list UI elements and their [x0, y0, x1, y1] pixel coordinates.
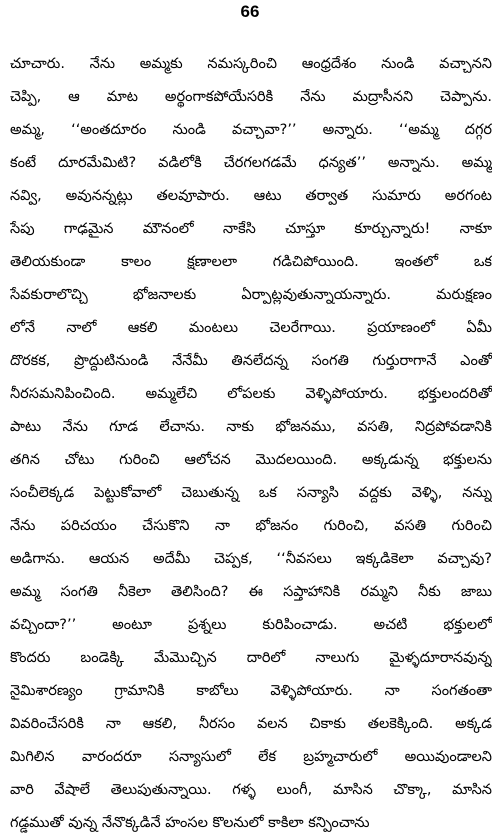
text-line: నవ్వి, అవునన్నట్లు తలవూపారు. ఆటు తర్వాత సుమారు అరగంట [10, 188, 492, 204]
text-line: చెప్పి, ఆ మాట అర్థంగాకపోయేసరికి నేను మద్రాసీనని చెప్పాను. [10, 89, 492, 105]
text-line: పాటు నేను గూడ లేచాను. నాకు భోజనము, వసతి, నిద్రపోవడానికి [10, 419, 492, 435]
text-line: కొందరు బండెక్కి మేమొచ్చిన దారిలో నాలుగు మైళ్ళదూరానవున్న [10, 650, 492, 666]
text-line: నేను పరిచయం చేసుకొని నా భోజనం గురించి, వసతి గురించి [10, 518, 492, 534]
text-line: లోనే నాలో ఆకలి మంటలు చెలరేగాయి. ప్రయాణంలో ఏమీ [10, 320, 492, 336]
text-line: వారి వేషాలే తెలుపుతున్నాయి. గళ్ళ లుంగీ, మాసిన చొక్కా, మాసిన [10, 782, 492, 798]
text-line: దొరకక, ప్రొద్దుటినుండి నేనేమీ తినలేదన్న సంగతి గుర్తురాగానే ఎంతో [10, 353, 492, 369]
text-line: చూచారు. నేను అమ్మకు నమస్కరించి ఆంధ్రదేశం నుండి వచ్చానని [10, 56, 492, 72]
text-line: సంచీలెక్కడ పెట్టుకోవాలో చెబుతున్న ఒక సన్యాసి వద్దకు వెళ్ళి, నన్ను [10, 485, 492, 501]
text-line: అమ్మ, ‘‘అంతదూరం నుండి వచ్చావా?’’ అన్నారు. ‘‘అమ్మ దగ్గర [10, 122, 492, 138]
text-line: మిగిలిన వారందరూ సన్యాసులో లేక బ్రహ్మచారులో అయివుండాలని [10, 749, 492, 765]
text-line: వచ్చిందా?’’ అంటూ ప్రశ్నలు కురిపించాడు. అచటి భక్తులలో [10, 617, 492, 633]
text-line: తెలియకుండా కాలం క్షణాలలా గడిచిపోయింది. ఇంతలో ఒక [10, 254, 492, 270]
text-line: గడ్డముతో వున్న నేనొక్కడినే హంసల కొలనులో కాకిలా కన్పించాను [10, 815, 370, 831]
text-line: సేవకురాలొచ్చి భోజనాలకు ఏర్పాట్లవుతున్నాయన్నారు. మరుక్షణం [10, 287, 492, 303]
text-line: వివరించేసరికి నా ఆకలి, నీరసం వలన చికాకు తలకెక్కింది. అక్కడ [10, 716, 492, 732]
text-line: నీరసమనిపించింది. అమ్మలేచి లోపలకు వెళ్ళిపోయారు. భక్తులందరితో [10, 386, 492, 402]
text-line: అమ్మ సంగతి నీకెలా తెలిసింది? ఈ సప్తాహానికి రమ్మని నీకు జాబు [10, 584, 492, 600]
text-line: తగిన చోటు గురించి ఆలోచన మొదలయింది. అక్కడున్న భక్తులను [10, 452, 492, 468]
text-line: నైమిశారణ్యం గ్రామానికి కాబోలు వెళ్ళిపోయారు. నా సంగతంతా [10, 683, 492, 699]
text-line: సేపు గాఢమైన మౌనంలో నాకేసి చూస్తూ కూర్చున్నారు! నాకూ [10, 221, 492, 237]
text-line: కంటే దూరమేమిటి? వడిలోకి చేరగలగడమే ధన్యత’’ అన్నాను. అమ్మ [10, 155, 492, 171]
body-text [10, 48, 492, 840]
text-line: అడిగాను. ఆయన అదేమీ చెప్పక, ‘‘నీవసలు ఇక్కడికెలా వచ్చావు? [10, 551, 492, 567]
page-number: 66 [240, 2, 260, 21]
